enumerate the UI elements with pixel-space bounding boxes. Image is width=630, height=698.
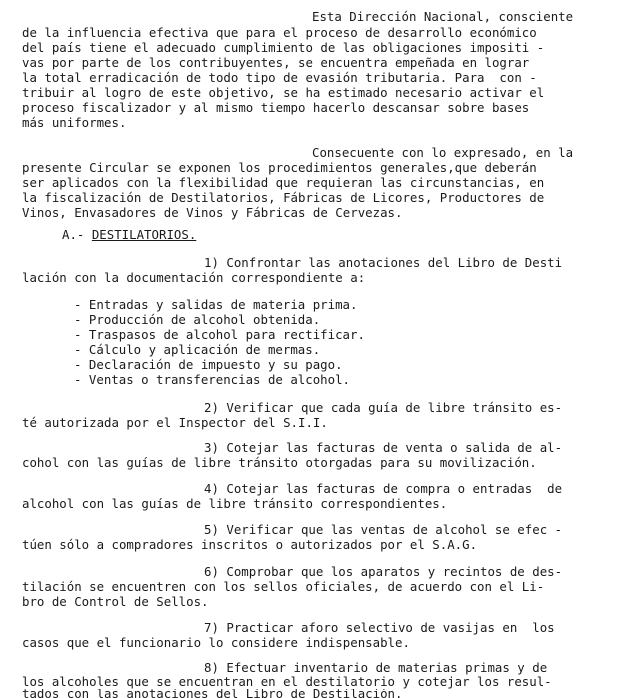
- paragraph-1-line: proceso fiscalizador y al mismo tiempo hacerlo descansar sobre bases: [22, 100, 530, 115]
- item-1-line: lación con la documentación correspondiente a:: [22, 270, 366, 285]
- paragraph-1-line: del país tiene el adecuado cumplimiento de las obligaciones impositi -: [22, 40, 545, 55]
- item-5-line: 5) Verificar que las ventas de alcohol se efec -: [204, 522, 563, 537]
- list-item: - Traspasos de alcohol para rectificar.: [74, 327, 365, 342]
- item-8-line: 8) Efectuar inventario de materias primas y de: [204, 660, 548, 675]
- paragraph-1-line: Esta Dirección Nacional, consciente: [312, 9, 574, 24]
- item-2-line: 2) Verificar que cada guía de libre tránsito es-: [204, 400, 563, 415]
- item-2-line: té autorizada por el Inspector del S.I.I.: [22, 415, 328, 430]
- paragraph-1-line: de la influencia efectiva que para el proceso de desarrollo económico: [22, 25, 537, 40]
- list-item: - Declaración de impuesto y su pago.: [74, 357, 343, 372]
- item-3-line: 3) Cotejar las facturas de venta o salida de al-: [204, 440, 563, 455]
- item-8-line: tados con las anotaciones del Libro de Destilación.: [22, 689, 403, 698]
- item-4-line: 4) Cotejar las facturas de compra o entradas de: [204, 481, 563, 496]
- paragraph-2-line: ser aplicados con la flexibilidad que requieran las circunstancias, en: [22, 175, 545, 190]
- item-3-line: cohol con las guías de libre tránsito otorgadas para su movilización.: [22, 455, 537, 470]
- item-6-line: 6) Comprobar que los aparatos y recintos de des-: [204, 564, 563, 579]
- paragraph-1-line: tribuir al logro de este objetivo, se ha estimado necesario activar el: [22, 85, 545, 100]
- list-item: - Entradas y salidas de materia prima.: [74, 297, 358, 312]
- paragraph-2-line: Vinos, Envasadores de Vinos y Fábricas de Cervezas.: [22, 205, 403, 220]
- section-prefix: A.-: [62, 227, 92, 242]
- item-8-line: los alcoholes que se encuentran en el destilatorio y cotejar los resul-: [22, 674, 552, 689]
- item-7-line: 7) Practicar aforo selectivo de vasijas en los: [204, 620, 555, 635]
- list-item: - Ventas o transferencias de alcohol.: [74, 372, 351, 387]
- item-6-line: bro de Control de Sellos.: [22, 594, 209, 609]
- section-title: DESTILATORIOS.: [91, 227, 197, 242]
- paragraph-2-line: Consecuente con lo expresado, en la: [312, 145, 574, 160]
- item-5-line: túen sólo a compradores inscritos o autorizados por el S.A.G.: [22, 537, 478, 552]
- paragraph-1-line: vas por parte de los contribuyentes, se encuentra empeñada en lograr: [22, 55, 530, 70]
- paragraph-1-line: la total erradicación de todo tipo de evasión tributaria. Para con -: [22, 70, 537, 85]
- section-heading: [62, 228, 196, 242]
- item-4-line: alcohol con las guías de libre tránsito correspondientes.: [22, 496, 448, 511]
- paragraph-2-line: presente Circular se exponen los procedimientos generales,que deberán: [22, 160, 537, 175]
- list-item: - Cálculo y aplicación de mermas.: [74, 342, 321, 357]
- paragraph-2-line: la fiscalización de Destilatorios, Fábricas de Licores, Productores de: [22, 190, 545, 205]
- item-6-line: tilación se encuentren con los sellos oficiales, de acuerdo con el Li-: [22, 579, 545, 594]
- paragraph-1-line: más uniformes.: [22, 115, 127, 130]
- item-1-line: 1) Confrontar las anotaciones del Libro de Desti: [204, 255, 563, 270]
- item-7-line: casos que el funcionario lo considere indispensable.: [22, 635, 410, 650]
- list-item: - Producción de alcohol obtenida.: [74, 312, 321, 327]
